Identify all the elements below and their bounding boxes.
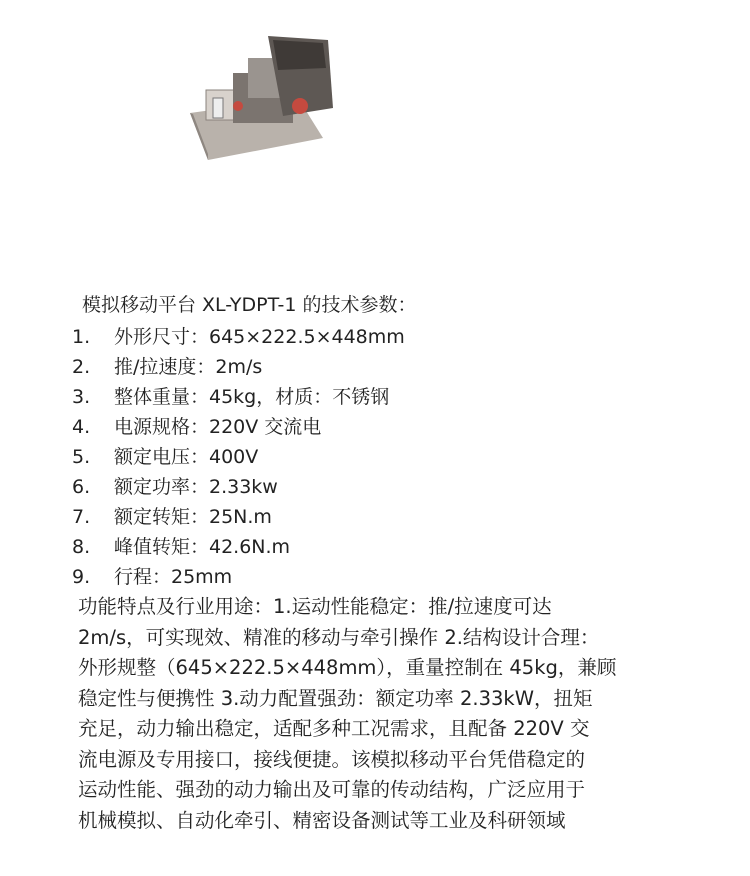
spec-text: 额定功率：2.33kw — [114, 476, 278, 498]
description-line: 功能特点及行业用途：1.运动性能稳定：推/拉速度可达 — [78, 595, 552, 618]
description-line: 2m/s，可实现效、精准的移动与牵引操作 2.结构设计合理： — [78, 625, 600, 649]
spec-item — [72, 382, 405, 412]
description-line: 流电源及专用接口，接线便捷。该模拟移动平台凭借稳定的 — [78, 747, 586, 771]
spec-item — [72, 532, 405, 562]
spec-text: 推/拉速度：2m/s — [114, 356, 263, 378]
spec-text: 额定电压：400V — [114, 446, 259, 468]
description-line: 充足，动力输出稳定，适配多种工况需求，且配备 220V 交 — [78, 717, 590, 740]
spec-number: 6. — [72, 476, 91, 498]
description-paragraph — [78, 592, 616, 836]
spec-number: 5. — [72, 446, 91, 468]
spec-number: 1. — [72, 326, 91, 348]
spec-item — [72, 472, 405, 502]
product-photo — [188, 28, 338, 162]
description-line: 外形规整（645×222.5×448mm），重量控制在 45kg，兼顾 — [78, 656, 617, 679]
spec-item — [72, 412, 405, 442]
spec-item — [72, 352, 405, 382]
description-line: 机械模拟、自动化牵引、精密设备测试等工业及科研领域 — [78, 808, 566, 832]
spec-text: 峰值转矩：42.6N.m — [114, 536, 291, 558]
description-line: 运动性能、强劲的动力输出及可靠的传动结构，广泛应用于 — [78, 778, 586, 801]
spec-title: 模拟移动平台 XL-YDPT-1 的技术参数： — [82, 294, 417, 316]
spec-number: 9. — [72, 566, 91, 588]
spec-item — [72, 322, 405, 352]
spec-number: 2. — [72, 356, 91, 378]
spec-item — [72, 442, 405, 472]
spec-list — [72, 322, 405, 592]
description-line: 稳定性与便携性 3.动力配置强劲：额定功率 2.33kW，扭矩 — [78, 686, 593, 710]
spec-text: 电源规格：220V 交流电 — [114, 416, 322, 438]
spec-text: 外形尺寸：645×222.5×448mm — [114, 326, 405, 348]
spec-item — [72, 562, 405, 592]
spec-number: 4. — [72, 416, 91, 438]
spec-item — [72, 502, 405, 532]
spec-text: 额定转矩：25N.m — [114, 506, 272, 528]
spec-text: 行程：25mm — [114, 566, 233, 588]
spec-number: 3. — [72, 386, 91, 408]
spec-number: 7. — [72, 506, 91, 528]
spec-text: 整体重量：45kg，材质：不锈钢 — [114, 386, 390, 408]
spec-number: 8. — [72, 536, 91, 558]
